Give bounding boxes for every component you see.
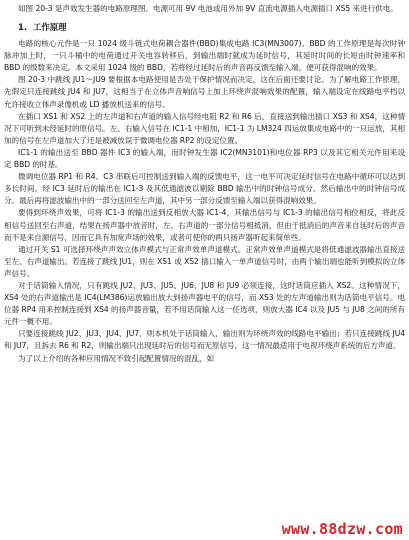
- section-title: 工作原理: [33, 22, 67, 33]
- intro-paragraph: 如图 20-3 是声效发生器的电路原理图。电源可用 9V 电池或用外加 9V 直流电源插入电源插口 XS5 来进行供电。: [18, 4, 398, 13]
- document-page: [4, 3, 405, 365]
- body-paragraph: 图 20-3 中跳线 JU1～JU9 要根据本电路使用是否处于保护情况而决定，这在后面还要讨论。为了解电路工作原理，先假定只连接跳线 JU4 和 JU7，这相当于在立体声音响信号上加上环绕声混响效果的配置，输入端设定在线路电平档以允许接收立体声录像机或 LD 播放机送来的信号。: [4, 75, 405, 109]
- body-paragraph: 对于话筒输入情况，只有跳线 JU2、JU3、JU5、JU6、JU8 和 JU9 必须连接，这时话筒应插入 XS2。这种情况下，XS4 处的右声道输出是 IC4(LM386)运放输出放大到扬声器电平的信号，而 XS3 处的左声道输出则为话筒电平信号。电位器 RP4 用来控制连接到 XS4 的扬声器音量，若不用话筒输入这一任选项，则放大器 IC4 以及 JU5 与 JU8 之间的所有元件一概不用。: [4, 280, 405, 327]
- body-paragraph: 通过开关 S1 可选择环绕声声效立体声模式与正常声效单声道模式。正常声效单声道模式是将低通滤波器输出直接送至左、右声道输出。若连接了跳线 JU1，则在 XS1 或 XS2 插口输入一单声道信号时，由两个输出端也能听到模拟的立体声信号。: [4, 244, 405, 278]
- body-paragraph: 在插口 XS1 和 XS2 上的左声道和右声道的输入信号经电阻 R2 和 R6 后，直接送到输出插口 XS3 和 XS4，这种情况下可听到未经延时的原信号。左、右输入信号在 IC1-1 中相加，IC1-1 为 LM324 四运放集成电路中的一只运放，其相加的信号在左声道加大了还是被减放误于微调电位器 RP2 的设定位置。: [4, 111, 405, 145]
- body-paragraph: 只要连接跳线 JU2、JU3、JU4、JU7，则本机处于话筒输入，输出则为环绕声效的线路电平输出；若只连接跳线 JU4 和 JU7，且拆去 R6 和 R2，则输出端只出现延时后的信号而无原信号，这一情况最适用于电视环绕声系统的后方声道。: [4, 329, 405, 351]
- body-paragraph: 为了以上介绍的各种应用情况不致引起配置情况的混乱，如: [18, 353, 215, 363]
- body-paragraph: 微调电位器 RP1 和 R4、C3 串联后可控制送到输入端的反馈电平，这一电平可决定延时信号在电路中循环可以达到多长时间。经 IC3 延时后的输出在 IC1-3 及其低通滤波以剔除 BBD 输出中的时钟信号成分。然后输出中的时钟信号成分。最后再将滤波输出中的一部分送回至左声道，其中另一部分反馈至输入端以获得混响效果。: [4, 172, 405, 206]
- body-paragraph: IC1-1 的输出送至 BBD 器件 IC3 的输入端，而时钟发生器 IC2(MN3101)和电位器 RP3 以及其它相关元件用来设定 BBD 的时基。: [4, 147, 405, 170]
- section-heading: [18, 21, 405, 33]
- body-paragraph: 要得到环绕声效果，可将 IC1-3 的输出送到反相放大器 IC1-4，其输出信号与 IC1-3 的输出信号相位相反，将此反相信号送回至右声道，结果在扬声器中放音时，左、右声道的一部分信号相抵消，但由于抵消后的声音来自延时后的声音而不是来自源信号，因而它具有加宽声场的效果，或者可使你的两只扬声器听起来简单些。: [4, 208, 405, 242]
- body-paragraph: 电路的核心元件是一只 1024 级斗链式电荷耦合器件(BBD)集成电路 IC3(MN3007)。BBD 的工作原理是每次时钟脉冲加上时，一只斗桶中的电荷通过开关电容转移后，到输出端时就成为延时信号，其延时时间的长短由时钟速率和 BBD 的级数来决定。本文采用 1024 级的 BBD，若将经过延时后的声音再反馈至输入端，便可获得混响的效果。: [4, 39, 405, 73]
- section-number: 1.: [18, 22, 28, 33]
- watermark-text: www.88dzw.com: [281, 520, 403, 538]
